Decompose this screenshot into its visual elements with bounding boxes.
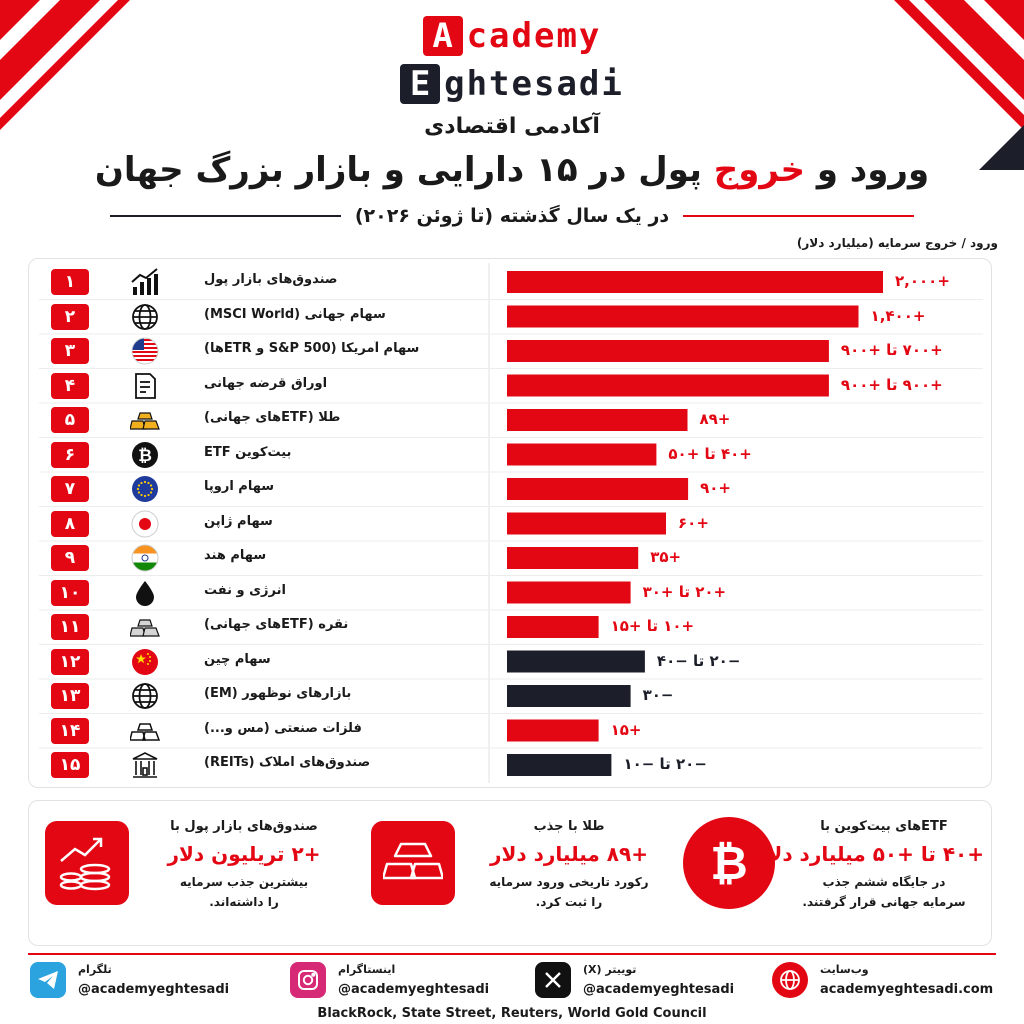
rank-badge: ۸ xyxy=(51,511,89,537)
value-label: +۴۰ تا +۵۰ xyxy=(668,444,752,463)
chart-row-12 xyxy=(29,645,993,679)
silver-bars-icon xyxy=(129,612,161,642)
unit-label: ورود / خروج سرمایه (میلیارد دلار) xyxy=(796,236,998,250)
value-label: +۹۰ xyxy=(700,479,731,497)
value-label: +۱۰ تا +۱۵ xyxy=(610,617,695,635)
brand-word-academy: cademy xyxy=(466,16,602,56)
social-x[interactable] xyxy=(535,962,775,1002)
card-gold-value: +۸۹ میلیارد دلار xyxy=(490,842,648,866)
card-bitcoin-desc-2: سرمایه جهانی قرار گرفتند. xyxy=(802,895,966,909)
title-part-3: پول در ۱۵ دارایی و بازار بزرگ جهان xyxy=(94,150,714,190)
oil-drop-icon xyxy=(129,578,161,608)
chart-row-10 xyxy=(29,576,993,610)
rank-badge: ۱۰ xyxy=(51,580,89,606)
instagram-icon xyxy=(290,962,326,998)
chart-row-5 xyxy=(29,403,993,437)
rank-badge: ۳ xyxy=(51,338,89,364)
metal-bars-icon xyxy=(129,716,161,746)
china-flag-icon xyxy=(129,647,161,677)
highlight-cards xyxy=(28,800,992,946)
building-icon xyxy=(129,750,161,780)
chart-row-14 xyxy=(29,714,993,748)
eu-flag-icon xyxy=(129,474,161,504)
asset-name: فلزات صنعتی (مس و...) xyxy=(204,720,362,736)
sources: BlackRock, State Street, Reuters, World Gold Council xyxy=(317,1006,707,1021)
bitcoin-icon xyxy=(129,440,161,470)
value-label: −۲۰ تا −۱۰ xyxy=(623,755,707,773)
social-telegram-handle: @academyeghtesadi xyxy=(78,982,230,997)
india-flag-icon xyxy=(129,543,161,573)
chart-row-2 xyxy=(29,300,993,334)
rank-badge: ۷ xyxy=(51,476,89,502)
asset-name: طلا (ETFهای جهانی) xyxy=(204,410,341,425)
rank-badge: ۱۴ xyxy=(51,718,89,744)
social-website[interactable] xyxy=(772,962,1012,1002)
globe-icon xyxy=(129,681,161,711)
card-money-market-desc-2: را داشته‌اند. xyxy=(209,895,279,909)
card-money-market xyxy=(29,801,349,947)
chart-row-4 xyxy=(29,369,993,403)
asset-name: سهام اروپا xyxy=(204,479,275,494)
subtitle: در یک سال گذشته (تا ژوئن ۲۰۲۶) xyxy=(354,205,670,227)
asset-name: سهام جهانی (MSCI World) xyxy=(204,306,386,322)
chart-row-8 xyxy=(29,507,993,541)
rank-badge: ۶ xyxy=(51,442,89,468)
social-telegram[interactable] xyxy=(30,962,270,1002)
chart-row-6 xyxy=(29,438,993,472)
svg-text:₿: ₿ xyxy=(138,445,152,466)
card-bitcoin-desc-1: در جایگاه ششم جذب xyxy=(822,875,946,889)
card-gold-head: طلا با جذب xyxy=(533,819,605,834)
title-part-1: ورود و xyxy=(805,150,930,190)
chart-row-15 xyxy=(29,748,993,782)
brand-letter-e: E xyxy=(400,64,440,104)
x-icon xyxy=(535,962,571,998)
gold-bars-icon xyxy=(371,821,455,905)
globe-icon xyxy=(129,302,161,332)
chart-row-13 xyxy=(29,679,993,713)
card-bitcoin-head: ETFهای بیت‌کوین با xyxy=(820,819,948,834)
value-label: +۶۰ xyxy=(678,513,709,532)
value-label: +۷۰۰ تا +۹۰۰ xyxy=(840,341,943,359)
asset-name: سهام ژاپن xyxy=(204,513,273,529)
subtitle-rule-right xyxy=(683,215,914,217)
rank-badge: ۴ xyxy=(51,373,89,399)
card-bitcoin-value: +۴۰ تا +۵۰ میلیارد دلار xyxy=(755,842,984,866)
value-label: +۲,۰۰۰ xyxy=(895,272,950,290)
chart-row-7 xyxy=(29,472,993,506)
chart-row-1 xyxy=(29,265,993,299)
card-money-market-head: صندوق‌های بازار پول با xyxy=(170,819,318,834)
asset-name: سهام هند xyxy=(204,548,267,563)
card-money-market-value: +۲ تریلیون دلار xyxy=(167,842,321,866)
value-label: +۳۵ xyxy=(650,548,682,566)
gold-bars-icon xyxy=(129,405,161,435)
social-x-label: توییتر (X) xyxy=(583,963,637,976)
value-label: +۲۰ تا +۳۰ xyxy=(642,582,727,601)
asset-name: بازارهای نوظهور (EM) xyxy=(204,686,352,701)
asset-name: سهام آمریکا (S&P 500 و ETRها) xyxy=(204,341,420,356)
telegram-icon xyxy=(30,962,66,998)
rank-badge: ۵ xyxy=(51,407,89,433)
svg-text:₿: ₿ xyxy=(710,836,748,890)
social-x-handle: @academyeghtesadi xyxy=(583,982,735,997)
subtitle-row xyxy=(110,205,914,227)
asset-name: صندوق‌های املاک (REITs) xyxy=(204,755,371,770)
asset-name: سهام چین xyxy=(204,651,271,667)
footer-rule xyxy=(28,953,996,955)
chart-row-11 xyxy=(29,610,993,644)
subtitle-rule-left xyxy=(110,215,341,217)
asset-name: انرژی و نفت xyxy=(204,582,286,598)
value-label: +۱۵ xyxy=(610,720,642,739)
brand-word-eghtesadi: ghtesadi xyxy=(444,64,624,104)
rank-badge: ۱ xyxy=(51,269,89,295)
rank-badge: ۱۵ xyxy=(51,752,89,778)
brand-letter-a: A xyxy=(423,16,463,56)
japan-flag-icon xyxy=(129,509,161,539)
chart-growth-icon xyxy=(129,267,161,297)
asset-name: اوراق قرضه جهانی xyxy=(204,375,328,391)
asset-name: صندوق‌های بازار پول xyxy=(204,272,338,287)
rank-badge: ۱۱ xyxy=(51,614,89,640)
value-label: +۹۰۰ تا +۹۰۰ xyxy=(840,375,943,394)
value-label: +۸۹ xyxy=(699,410,731,428)
card-money-market-desc-1: بیشترین جذب سرمایه xyxy=(179,875,309,889)
brand-logo xyxy=(0,14,1024,139)
social-instagram[interactable] xyxy=(290,962,530,1002)
chart-card xyxy=(28,258,992,788)
value-label: +۱,۴۰۰ xyxy=(870,306,926,325)
rank-badge: ۱۳ xyxy=(51,683,89,709)
rank-badge: ۹ xyxy=(51,545,89,571)
chart-row-3 xyxy=(29,334,993,368)
card-gold xyxy=(359,801,679,947)
asset-name: نقره (ETFهای جهانی) xyxy=(204,617,349,632)
social-telegram-label: تلگرام xyxy=(78,963,112,976)
social-website-handle: academyeghtesadi.com xyxy=(820,982,994,997)
social-website-label: وب‌سایت xyxy=(820,963,869,976)
chart-row-9 xyxy=(29,541,993,575)
card-gold-desc-1: رکورد تاریخی ورود سرمایه xyxy=(489,875,649,889)
brand-persian-name: آکادمی اقتصادی xyxy=(424,114,600,139)
page-title xyxy=(0,150,1024,190)
social-instagram-label: اینستاگرام xyxy=(338,963,396,976)
rank-badge: ۲ xyxy=(51,304,89,330)
social-instagram-handle: @academyeghtesadi xyxy=(338,982,490,997)
money-growth-icon xyxy=(45,821,129,905)
value-label: −۳۰ xyxy=(642,686,674,704)
card-gold-desc-2: را ثبت کرد. xyxy=(535,895,603,909)
website-icon xyxy=(772,962,808,998)
title-part-2-highlight: خروج xyxy=(713,150,805,190)
us-flag-icon xyxy=(129,336,161,366)
asset-name: بیت‌کوین ETF xyxy=(204,444,292,460)
rank-badge: ۱۲ xyxy=(51,649,89,675)
card-bitcoin xyxy=(669,801,989,947)
document-icon xyxy=(129,371,161,401)
value-label: −۲۰ تا −۴۰ xyxy=(656,651,741,670)
